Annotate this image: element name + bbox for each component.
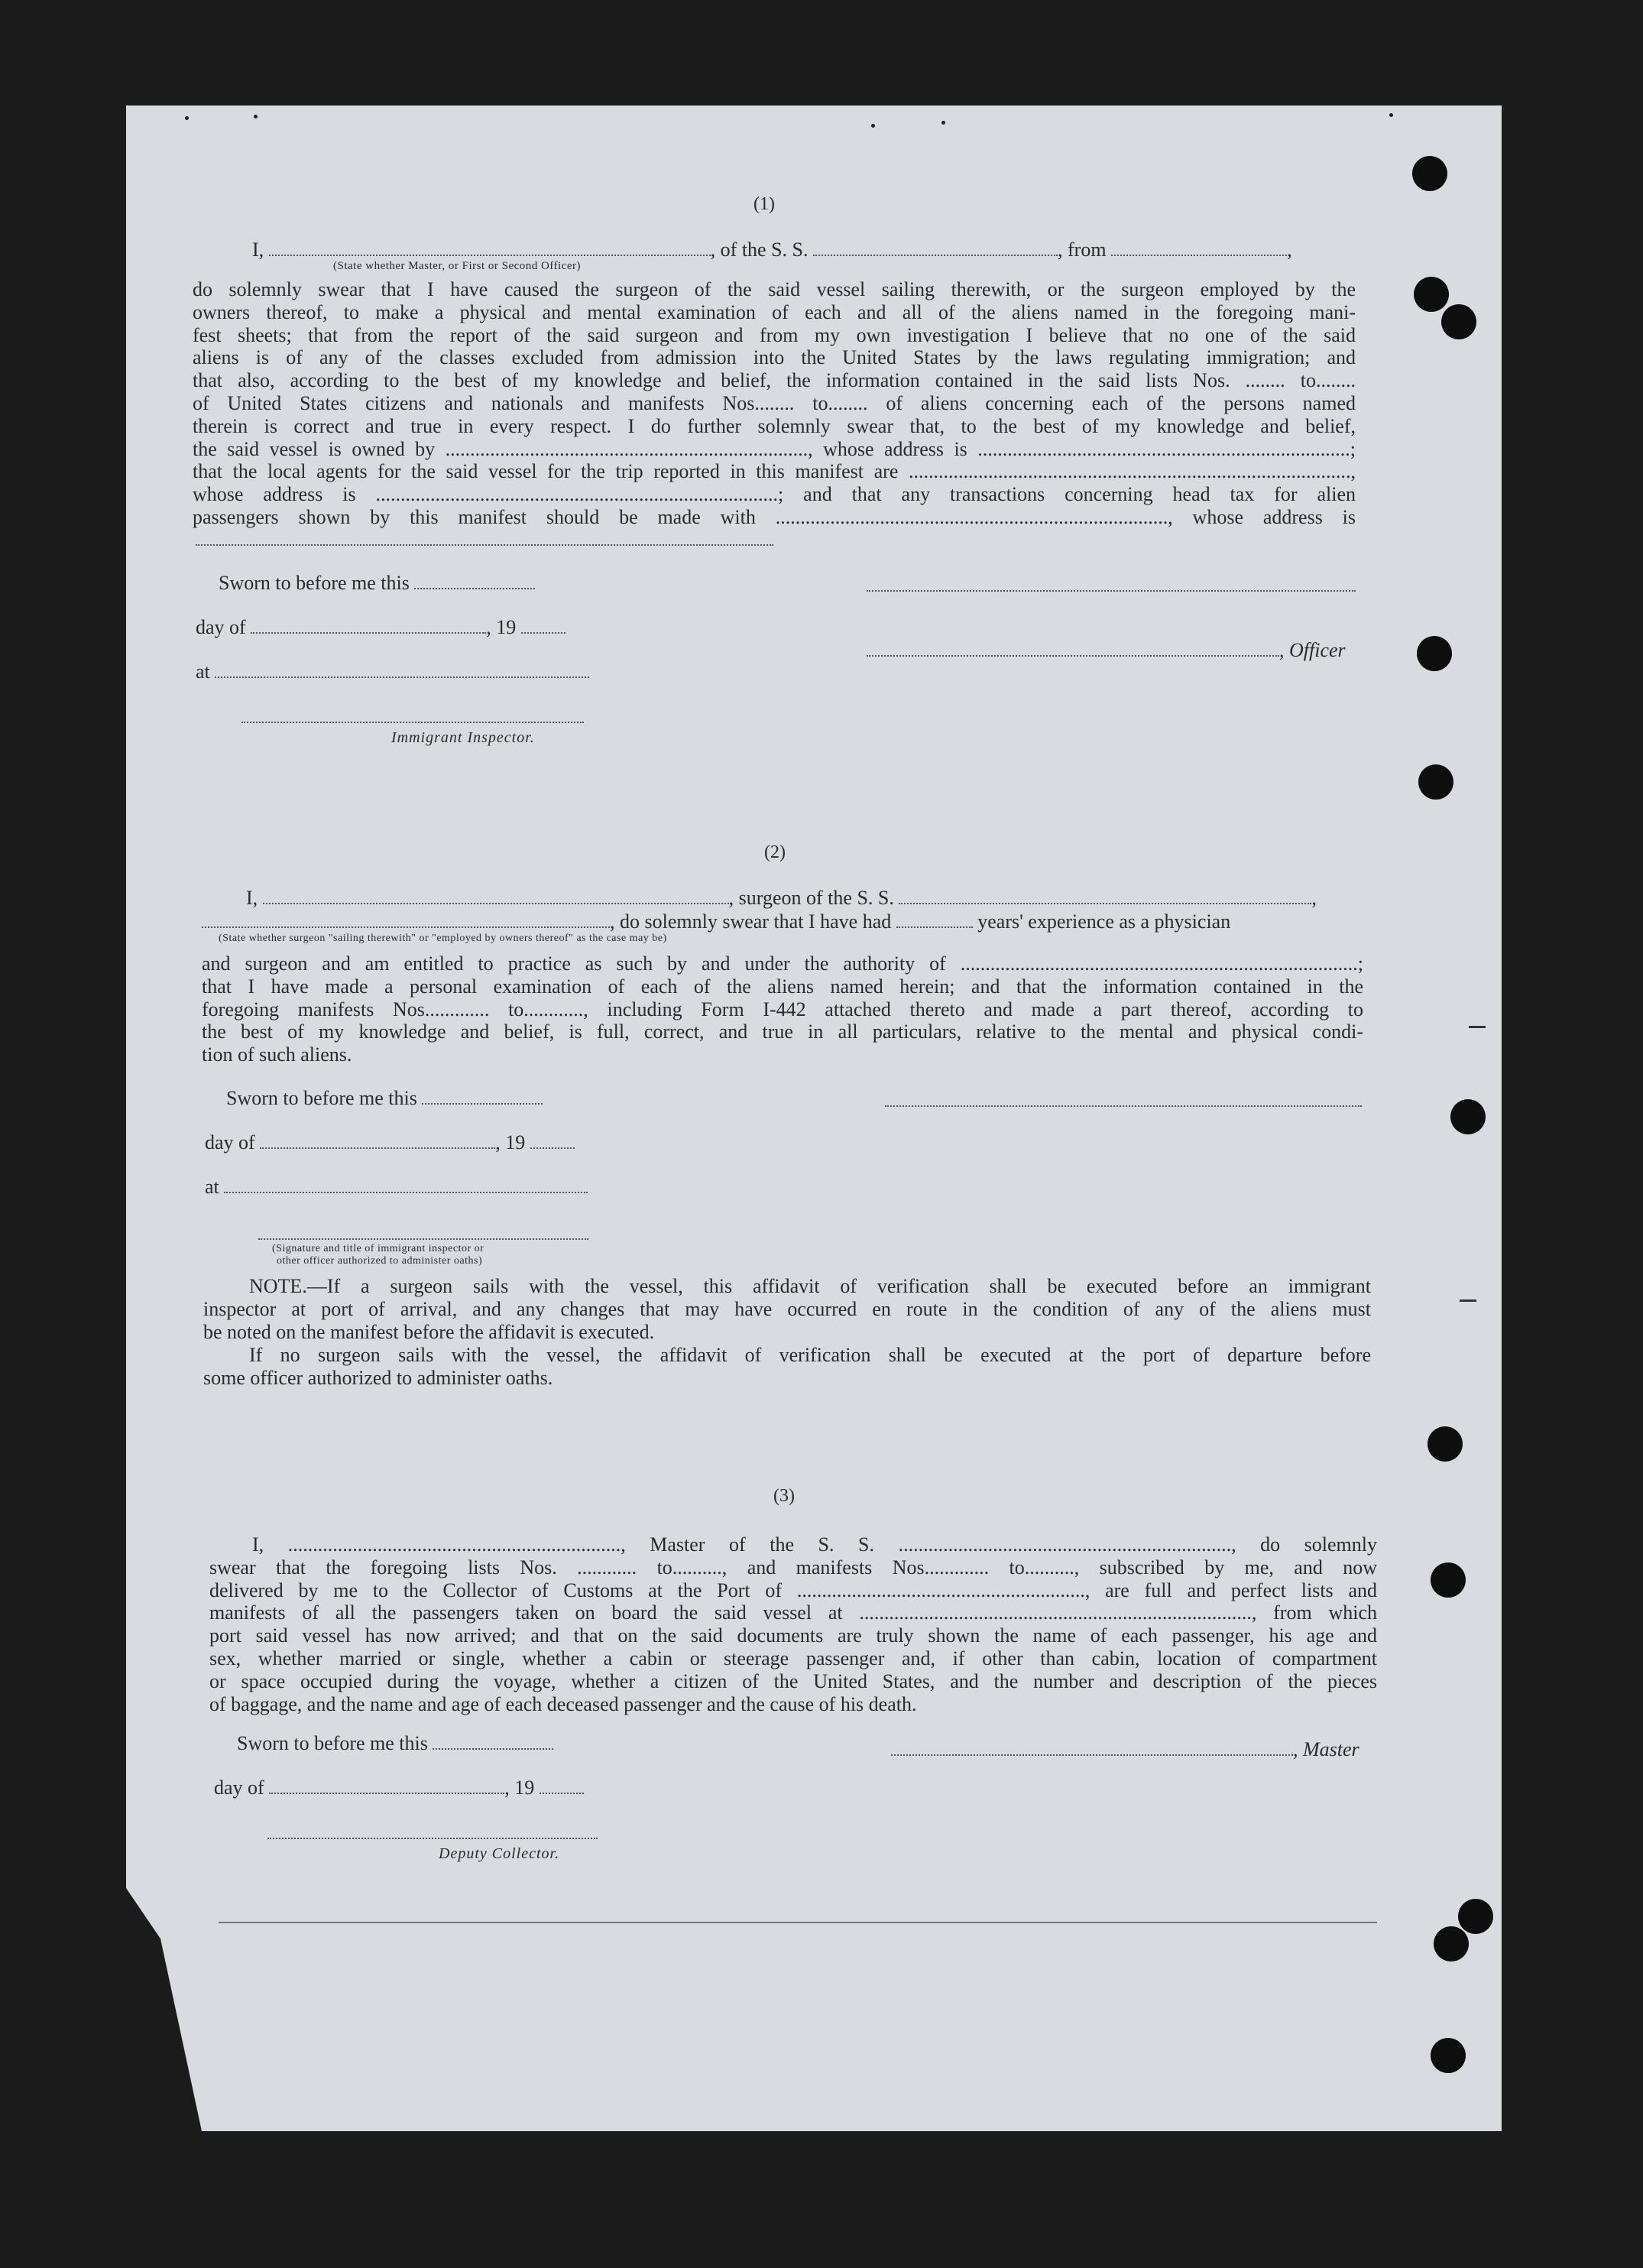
paragraph-line: some officer authorized to administer oaths. [203, 1366, 553, 1389]
punch-hole [1450, 1099, 1486, 1134]
paragraph-line: or space occupied during the voyage, whether a citizen of the United States, and the number and description of the pieces [209, 1669, 1377, 1692]
inspector-signature-field[interactable] [241, 722, 584, 723]
sworn-date-field[interactable] [414, 587, 535, 589]
officer-label: , Officer [1279, 639, 1346, 661]
paragraph-line: If no surgeon sails with the vessel, the affidavit of verification shall be executed at the port of departure before [249, 1344, 1371, 1366]
surgeon-status-field[interactable] [202, 926, 610, 928]
text: at [205, 1176, 219, 1198]
speck [941, 121, 945, 125]
paragraph-line: inspector at port of arrival, and any changes that may have occurred en route in the condition of any of the aliens must [203, 1297, 1371, 1320]
paragraph-line: of baggage, and the name and age of each deceased passenger and the cause of his death. [209, 1692, 917, 1715]
place-field[interactable] [215, 676, 589, 678]
sworn-date-field[interactable] [433, 1747, 553, 1750]
paragraph-line: delivered by me to the Collector of Customs at the Port of .........................................................., are full and perfect lists and [209, 1579, 1377, 1601]
master-signature-line [891, 1738, 1359, 1761]
section-number: (1) [753, 194, 775, 214]
paragraph-line: therein is correct and true in every respect. I do further solemnly swear that, to the best of my knowledge and belief, [193, 414, 1356, 437]
year-field[interactable] [530, 1147, 575, 1149]
paragraph-line: NOTE.—If a surgeon sails with the vessel, this affidavit of verification shall be executed before an immigrant [249, 1275, 1371, 1297]
day-line [214, 1776, 584, 1799]
punch-hole [1431, 2038, 1466, 2073]
paragraph-line: sex, whether married or single, whether a cabin or steerage passenger and, if other than cabin, location of compartment [209, 1647, 1377, 1669]
speck [254, 115, 258, 118]
punch-hole [1458, 1899, 1493, 1934]
master-label: , Master [1293, 1738, 1359, 1760]
punch-hole [1427, 1426, 1463, 1462]
paragraph-line: do solemnly swear that I have caused the surgeon of the said vessel sailing therewith, or the surgeon employed by the [193, 278, 1356, 300]
at-line [205, 1176, 588, 1199]
text: , [1311, 887, 1317, 909]
section-number: (3) [773, 1486, 795, 1506]
inspector-signature-field[interactable] [258, 1238, 588, 1240]
day-month-field[interactable] [269, 1792, 504, 1794]
text: , surgeon of the S. S. [728, 887, 894, 909]
vessel-name-field[interactable] [813, 254, 1058, 256]
officer-name-field[interactable] [269, 254, 711, 256]
signature-note: (Signature and title of immigrant inspector or [272, 1243, 484, 1254]
punch-hole [1434, 1926, 1469, 1961]
speck [1389, 113, 1393, 117]
paragraph-line: aliens is of any of the classes excluded from admission into the United States by the laws regulating immigration; and [193, 346, 1356, 369]
paragraph-line: swear that the foregoing lists Nos. ............ to.........., and manifests Nos............. to.........., subscribed by me, and now [209, 1556, 1377, 1579]
surgeon-note: (State whether surgeon "sailing therewith" or "employed by owners thereof" as the case may be) [219, 933, 667, 944]
at-line [196, 660, 589, 683]
day-line [205, 1131, 575, 1154]
text: , of the S. S. [710, 238, 809, 261]
text: Sworn to before me this [226, 1087, 417, 1109]
paragraph-line: that the local agents for the said vessel for the trip reported in this manifest are ........................................................................................., [193, 460, 1356, 483]
text: , do solemnly swear that I have had [610, 910, 892, 933]
paragraph-line: that I have made a personal examination of each of the aliens named herein; and that the information contained in the [202, 975, 1363, 998]
surgeon-experience-line [202, 910, 1230, 933]
officer-signature-field[interactable] [867, 654, 1279, 657]
text: , [1287, 238, 1292, 261]
signature-note: other officer authorized to administer oaths) [277, 1255, 483, 1267]
punch-hole [1417, 636, 1452, 671]
paragraph-line: I, ..................................................................., Master of the S. S. ..................................................................., do solemnly [252, 1533, 1377, 1556]
years-field[interactable] [896, 926, 973, 928]
sworn-line [237, 1732, 553, 1755]
surgeon-line [246, 887, 1317, 910]
text: years' experience as a physician [977, 910, 1231, 933]
paragraph-line: tion of such aliens. [202, 1043, 352, 1066]
paragraph-line: be noted on the manifest before the affidavit is executed. [203, 1320, 655, 1343]
master-signature-field[interactable] [891, 1754, 1293, 1756]
sworn-line [226, 1087, 543, 1110]
officer-note: (State whether Master, or First or Second Officer) [333, 260, 582, 272]
vessel-name-field[interactable] [899, 902, 1311, 904]
paragraph-line: passengers shown by this manifest should be made with ..............................................................................., whose address is [193, 506, 1356, 528]
officer-signature-line [867, 639, 1346, 662]
collector-signature-field[interactable] [267, 1838, 598, 1839]
inspector-label: Immigrant Inspector. [391, 729, 535, 746]
paragraph-line: manifests of all the passengers taken on board the said vessel at ..............................................................................., from which [209, 1601, 1377, 1624]
day-line [196, 616, 565, 639]
punch-hole [1414, 277, 1449, 312]
officer-signature-field[interactable] [885, 1105, 1362, 1107]
text: , 19 [486, 616, 517, 638]
margin-mark [1469, 1026, 1486, 1028]
section-number: (2) [764, 842, 786, 862]
officer-signature-upper[interactable] [867, 590, 1356, 592]
from-port-field[interactable] [1111, 254, 1287, 256]
paragraph-line: the said vessel is owned by ........................................................................., whose address is ...........................................................................; [193, 437, 1356, 460]
year-field[interactable] [540, 1792, 584, 1794]
collector-label: Deputy Collector. [439, 1845, 560, 1862]
sworn-line [219, 572, 535, 595]
text: , 19 [504, 1776, 535, 1799]
paragraph-line: whose address is .................................................................................; and that any transactions concerning head tax for alien [193, 483, 1356, 506]
paragraph-line: owners thereof, to make a physical and mental examination of each and all of the aliens named in the foregoing mani- [193, 300, 1356, 323]
address-continuation-line[interactable] [196, 544, 773, 546]
punch-hole [1418, 764, 1453, 800]
text: day of [196, 616, 246, 638]
bottom-rule [219, 1922, 1377, 1923]
officer-line [252, 238, 1292, 261]
text: , from [1058, 238, 1107, 261]
paragraph-line: of United States citizens and nationals and manifests Nos........ to........ of aliens concerning each of the persons named [193, 392, 1356, 414]
place-field[interactable] [224, 1191, 588, 1193]
paragraph-line: and surgeon and am entitled to practice as such by and under the authority of ................................................................................; [202, 952, 1363, 975]
text: I, [246, 887, 258, 909]
text: Sworn to before me this [219, 572, 410, 594]
speck [185, 116, 189, 120]
punch-hole [1412, 156, 1447, 191]
speck [871, 124, 875, 128]
paragraph-line: that also, according to the best of my knowledge and belief, the information contained in the said lists Nos. ........ to........ [193, 369, 1356, 392]
text: I, [252, 238, 264, 261]
text: day of [205, 1131, 255, 1153]
margin-mark [1460, 1299, 1476, 1302]
sworn-date-field[interactable] [422, 1102, 543, 1105]
paragraph-line: foregoing manifests Nos............. to............, including Form I-442 attached thereto and made a part thereof, according to [202, 998, 1363, 1020]
day-month-field[interactable] [251, 631, 486, 634]
day-month-field[interactable] [260, 1147, 495, 1149]
text: day of [214, 1776, 264, 1799]
punch-hole [1441, 304, 1476, 339]
paragraph-line: port said vessel has now arrived; and that on the said documents are truly shown the name of each passenger, his age and [209, 1624, 1377, 1647]
year-field[interactable] [521, 631, 565, 634]
punch-hole [1431, 1562, 1466, 1598]
text: Sworn to before me this [237, 1732, 428, 1754]
paragraph-line: the best of my knowledge and belief, is full, correct, and true in all particulars, relative to the mental and physical condi- [202, 1020, 1363, 1043]
text: , 19 [495, 1131, 526, 1153]
text: at [196, 660, 210, 683]
paragraph-line: fest sheets; that from the report of the said surgeon and from my own investigation I believe that no one of the said [193, 323, 1356, 346]
surgeon-name-field[interactable] [263, 902, 729, 904]
